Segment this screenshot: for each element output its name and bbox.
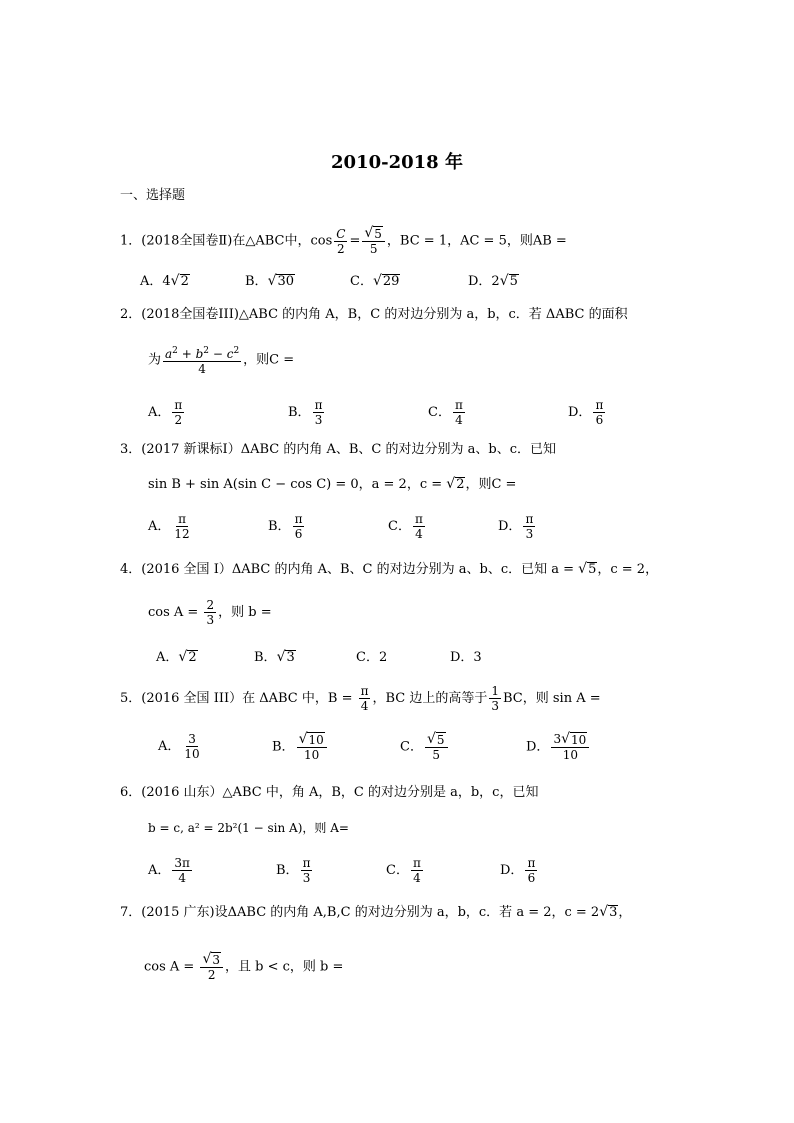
q3-option-b[interactable]: B． $\frac{\pi}{6}$ [268, 512, 303, 541]
q2-option-d[interactable]: D． $\frac{\pi}{6}$ [568, 398, 604, 427]
question-2: 2．(2018全国卷III)△ABC 的内角 A，B，C 的对边分别为 a，b，c．若 ΔABC 的面积 [120, 307, 628, 322]
q7-line2: cos A = √ 3 2 ，且 b < c，则 b = [144, 951, 344, 982]
q4-option-c[interactable]: C．2 [356, 650, 388, 665]
question-7: 7．(2015 广东)设ΔABC 的内角 A,B,C 的对边分别为 a，b，c．若 a = 2，c = 2 √ 3 ， [120, 904, 632, 920]
q5-option-d[interactable]: D． 3 √ 10 10 [526, 732, 591, 762]
q3-option-c[interactable]: C． $\frac{\pi}{4}$ [388, 512, 423, 541]
q5-option-c[interactable]: C． √ 5 5 [400, 732, 450, 762]
q6-option-a[interactable]: A． $\frac{3\pi}{4}$ [148, 856, 190, 885]
q1-tail: ，BC = 1，AC = 5，则AB = [386, 233, 567, 249]
q1-option-b[interactable]: B． √ 30 [245, 273, 295, 289]
question-4: 4．(2016 全国 I）ΔABC 的内角 A、B、C 的对边分别为 a、b、c．已知 a = √ 5 ，c = 2， [120, 561, 659, 577]
q6-option-d[interactable]: D． $\frac{\pi}{6}$ [500, 856, 536, 885]
q1-prefix: 1．(2018全国卷Ⅱ)在 [120, 233, 246, 249]
q3-line2: sin B + sin A(sin C − cos C) = 0，a = 2，c = √ 2 ，则C = [148, 476, 517, 492]
q6-option-c[interactable]: C． $\frac{\pi}{4}$ [386, 856, 421, 885]
q3-option-a[interactable]: A． $\frac{\pi}{12}$ [148, 512, 190, 541]
question-5: 5．(2016 全国 III）在 ΔABC 中，B = $\frac{\pi}{4}$ ，BC 边上的高等于 $\frac{1}{3}$ BC，则 sin A = [120, 684, 601, 713]
q1-option-c[interactable]: C． √ 29 [350, 273, 400, 289]
page-title: 2010-2018 年 [331, 152, 463, 173]
q4-option-a[interactable]: A． √ 2 [156, 649, 197, 665]
question-3: 3．(2017 新课标Ⅰ）ΔABC 的内角 A、B、C 的对边分别为 a、b、c．已知 [120, 442, 556, 457]
q5-option-a[interactable]: A． $\frac{3}{10}$ [158, 732, 200, 761]
q2-line2: 为 $\frac{a^2 + b^2 - c^2}{4}$ ，则C = [148, 346, 295, 376]
q2-option-b[interactable]: B． $\frac{\pi}{3}$ [288, 398, 323, 427]
q2-option-c[interactable]: C． $\frac{\pi}{4}$ [428, 398, 463, 427]
q4-option-d[interactable]: D．3 [450, 650, 482, 665]
q1-mid: 中，cos [284, 233, 333, 249]
q5-option-b[interactable]: B． √ 10 10 [272, 732, 329, 762]
q4-line2: cos A = $\frac{2}{3}$ ，则 b = [148, 598, 272, 627]
q6-line2: b = c, a² = 2b²(1 − sin A)，则 A= [148, 821, 349, 835]
question-1: 1．(2018全国卷Ⅱ)在△ABC中，cos $\frac{C}{2}$ = √ 5 5 ，BC = 1，AC = 5，则AB = [120, 225, 567, 256]
q1-option-d[interactable]: D．2 √ 5 [468, 273, 518, 289]
q2-option-a[interactable]: A． $\frac{\pi}{2}$ [148, 398, 183, 427]
q6-option-b[interactable]: B． $\frac{\pi}{3}$ [276, 856, 311, 885]
question-6: 6．(2016 山东）△ABC 中，角 A，B，C 的对边分别是 a，b，c，已知 [120, 785, 539, 800]
q3-option-d[interactable]: D． $\frac{\pi}{3}$ [498, 512, 534, 541]
section-heading: 一、选择题 [120, 188, 186, 203]
q1-option-a[interactable]: A．4 √ 2 [140, 273, 189, 289]
q4-option-b[interactable]: B． √ 3 [254, 649, 295, 665]
q1-tri: △ABC [245, 233, 285, 249]
